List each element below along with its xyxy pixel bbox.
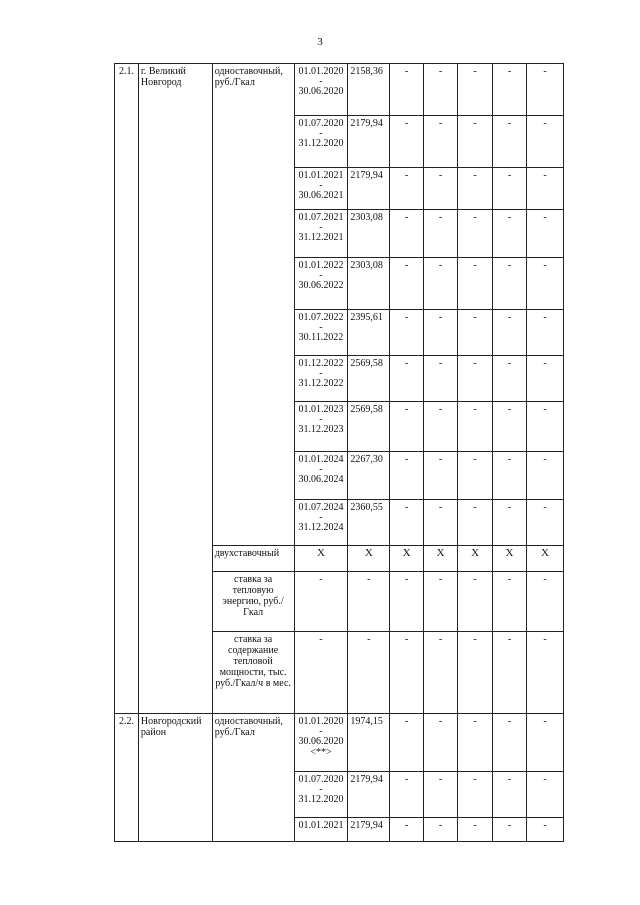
- empty-value-dash: -: [527, 572, 563, 632]
- empty-value-dash: -: [492, 772, 526, 818]
- empty-value-dash: -: [390, 452, 424, 500]
- period-from: 01.07.2022: [298, 312, 344, 323]
- period-cell: [294, 258, 348, 310]
- empty-value-dash: -: [458, 500, 492, 546]
- period-cell: [294, 402, 348, 452]
- period-to: 31.12.2020: [298, 138, 344, 149]
- empty-value-dash: -: [423, 402, 457, 452]
- empty-value-dash: -: [527, 772, 563, 818]
- empty-value-dash: -: [458, 168, 492, 210]
- tariff-value: 1974,15: [348, 714, 390, 772]
- period-to: 30.06.2022: [298, 280, 344, 291]
- period-from: 01.07.2024: [298, 502, 344, 513]
- empty-value-dash: -: [458, 116, 492, 168]
- period-to: 30.06.2024: [298, 474, 344, 485]
- empty-value-dash: -: [423, 818, 457, 842]
- tariff-value: 2360,55: [348, 500, 390, 546]
- period-cell: [294, 818, 348, 842]
- period-to: 30.06.2021: [298, 190, 344, 201]
- empty-value-dash: -: [492, 714, 526, 772]
- period-to: 30.11.2022: [298, 332, 344, 343]
- tariff-value: 2303,08: [348, 210, 390, 258]
- tariff-value: 2158,36: [348, 64, 390, 116]
- empty-value-dash: -: [492, 116, 526, 168]
- empty-value-dash: -: [390, 310, 424, 356]
- empty-value-dash: -: [458, 64, 492, 116]
- period-from: 01.01.2024: [298, 454, 344, 465]
- not-applicable-mark: X: [348, 546, 390, 572]
- period-from: 01.01.2021: [298, 170, 344, 181]
- empty-value-dash: -: [458, 452, 492, 500]
- subrate-label: ставка за тепловую энергию, руб./Гкал: [212, 572, 294, 632]
- period-to: 31.12.2022: [298, 378, 344, 389]
- period-separator: -: [319, 368, 323, 379]
- empty-value-dash: -: [458, 356, 492, 402]
- period-separator: -: [319, 180, 323, 191]
- empty-value-dash: -: [458, 402, 492, 452]
- period-cell: [294, 168, 348, 210]
- tariff-row: [115, 64, 640, 116]
- empty-value-dash: -: [492, 452, 526, 500]
- empty-value-dash: -: [492, 572, 526, 632]
- empty-value-dash: -: [527, 632, 563, 714]
- period-from: 01.01.2023: [298, 404, 344, 415]
- empty-value-dash: -: [423, 258, 457, 310]
- empty-value-dash: -: [458, 210, 492, 258]
- period-from: 01.07.2020: [298, 118, 344, 129]
- empty-value-dash: -: [423, 714, 457, 772]
- empty-value-dash: -: [527, 258, 563, 310]
- subrate-label: ставка за содержание тепловой мощности, тыс. руб./Гкал/ч в мес.: [212, 632, 294, 714]
- period-from: 01.07.2021: [298, 212, 344, 223]
- period-to: 31.12.2020: [298, 794, 344, 805]
- tariff-value: 2179,94: [348, 168, 390, 210]
- empty-value-dash: -: [527, 500, 563, 546]
- empty-value-dash: -: [423, 210, 457, 258]
- period-separator: -: [319, 414, 323, 425]
- period-from: 01.01.2021: [298, 820, 344, 831]
- empty-value-dash: -: [390, 168, 424, 210]
- section-number: 2.2.: [115, 714, 139, 842]
- empty-value-dash: -: [458, 632, 492, 714]
- empty-value-dash: -: [458, 310, 492, 356]
- empty-value-dash: -: [527, 210, 563, 258]
- empty-value-dash: -: [390, 210, 424, 258]
- empty-value-dash: -: [423, 772, 457, 818]
- empty-value-dash: -: [294, 572, 348, 632]
- period-separator: -: [319, 464, 323, 475]
- section-number: 2.1.: [115, 64, 139, 714]
- empty-value-dash: -: [492, 632, 526, 714]
- period-cell: [294, 714, 348, 772]
- not-applicable-mark: X: [423, 546, 457, 572]
- empty-value-dash: -: [423, 310, 457, 356]
- period-cell: [294, 310, 348, 356]
- period-cell: [294, 116, 348, 168]
- empty-value-dash: -: [527, 818, 563, 842]
- empty-value-dash: -: [294, 632, 348, 714]
- empty-value-dash: -: [492, 402, 526, 452]
- period-cell: [294, 772, 348, 818]
- empty-value-dash: -: [423, 356, 457, 402]
- empty-value-dash: -: [423, 500, 457, 546]
- empty-value-dash: -: [527, 310, 563, 356]
- period-note: <**>: [310, 747, 332, 758]
- period-to: 30.06.2020: [298, 736, 344, 747]
- empty-value-dash: -: [458, 772, 492, 818]
- period-separator: -: [319, 322, 323, 333]
- one-part-tariff-label: одноставочный, руб./Гкал: [212, 714, 294, 842]
- empty-value-dash: -: [527, 452, 563, 500]
- empty-value-dash: -: [492, 818, 526, 842]
- empty-value-dash: -: [390, 772, 424, 818]
- tariff-value: 2179,94: [348, 818, 390, 842]
- period-to: 31.12.2021: [298, 232, 344, 243]
- not-applicable-mark: X: [458, 546, 492, 572]
- empty-value-dash: -: [423, 168, 457, 210]
- empty-value-dash: -: [390, 572, 424, 632]
- empty-value-dash: -: [390, 818, 424, 842]
- page-number: 3: [317, 36, 323, 48]
- empty-value-dash: -: [423, 572, 457, 632]
- period-to: 31.12.2023: [298, 424, 344, 435]
- empty-value-dash: -: [492, 210, 526, 258]
- not-applicable-mark: X: [294, 546, 348, 572]
- empty-value-dash: -: [390, 64, 424, 116]
- not-applicable-mark: X: [527, 546, 563, 572]
- empty-value-dash: -: [492, 258, 526, 310]
- empty-value-dash: -: [423, 452, 457, 500]
- one-part-tariff-label: одноставочный, руб./Гкал: [212, 64, 294, 546]
- empty-value-dash: -: [458, 714, 492, 772]
- region-name: г. Великий Новгород: [138, 64, 212, 714]
- empty-value-dash: -: [390, 632, 424, 714]
- empty-value-dash: -: [423, 116, 457, 168]
- period-from: 01.07.2020: [298, 774, 344, 785]
- tariff-value: 2569,58: [348, 356, 390, 402]
- period-from: 01.01.2022: [298, 260, 344, 271]
- period-separator: -: [319, 128, 323, 139]
- period-from: 01.12.2022: [298, 358, 344, 369]
- tariff-table: [114, 63, 640, 842]
- empty-value-dash: -: [390, 714, 424, 772]
- period-cell: [294, 64, 348, 116]
- empty-value-dash: -: [390, 500, 424, 546]
- empty-value-dash: -: [390, 116, 424, 168]
- empty-value-dash: -: [527, 168, 563, 210]
- empty-value-dash: -: [390, 402, 424, 452]
- period-cell: [294, 452, 348, 500]
- not-applicable-mark: X: [390, 546, 424, 572]
- empty-value-dash: -: [527, 356, 563, 402]
- period-separator: -: [319, 76, 323, 87]
- period-separator: -: [319, 512, 323, 523]
- empty-value-dash: -: [527, 64, 563, 116]
- period-to: 30.06.2020: [298, 86, 344, 97]
- period-to: 31.12.2024: [298, 522, 344, 533]
- empty-value-dash: -: [423, 64, 457, 116]
- empty-value-dash: -: [527, 116, 563, 168]
- empty-value-dash: -: [348, 632, 390, 714]
- empty-value-dash: -: [527, 714, 563, 772]
- empty-value-dash: -: [458, 572, 492, 632]
- period-separator: -: [319, 222, 323, 233]
- period-cell: [294, 356, 348, 402]
- empty-value-dash: -: [423, 632, 457, 714]
- empty-value-dash: -: [458, 258, 492, 310]
- tariff-value: 2179,94: [348, 116, 390, 168]
- period-from: 01.01.2020: [298, 66, 344, 77]
- empty-value-dash: -: [527, 402, 563, 452]
- tariff-row: [115, 714, 640, 772]
- empty-value-dash: -: [348, 572, 390, 632]
- tariff-value: 2569,58: [348, 402, 390, 452]
- empty-value-dash: -: [492, 310, 526, 356]
- period-separator: -: [319, 784, 323, 795]
- empty-value-dash: -: [492, 500, 526, 546]
- tariff-value: 2395,61: [348, 310, 390, 356]
- period-separator: -: [319, 270, 323, 281]
- period-from: 01.01.2020: [298, 716, 344, 727]
- period-cell: [294, 210, 348, 258]
- empty-value-dash: -: [492, 64, 526, 116]
- empty-value-dash: -: [390, 356, 424, 402]
- region-name: Новгородский район: [138, 714, 212, 842]
- empty-value-dash: -: [458, 818, 492, 842]
- tariff-value: 2303,08: [348, 258, 390, 310]
- tariff-value: 2179,94: [348, 772, 390, 818]
- empty-value-dash: -: [492, 168, 526, 210]
- not-applicable-mark: X: [492, 546, 526, 572]
- empty-value-dash: -: [492, 356, 526, 402]
- period-separator: -: [319, 726, 323, 737]
- period-cell: [294, 500, 348, 546]
- tariff-value: 2267,30: [348, 452, 390, 500]
- empty-value-dash: -: [390, 258, 424, 310]
- two-part-tariff-label: двухставочный: [212, 546, 294, 572]
